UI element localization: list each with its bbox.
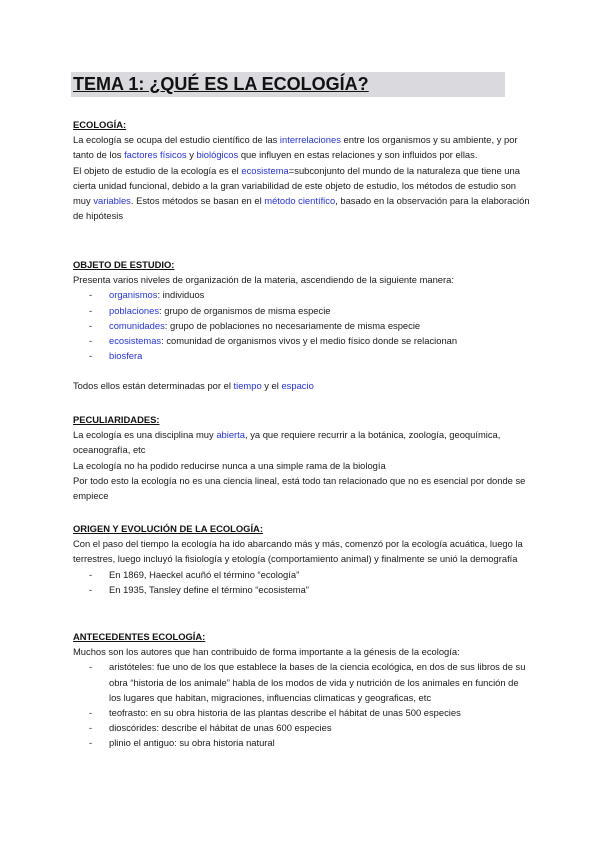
paragraph: Con el paso del tiempo la ecología ha ido abarcando más y más, comenzó por la ecología acuática, luego la terrestres, luego incluyó la fisiología y etología (comportamiento animal) y finalmente se unió la demografía [73,538,523,565]
text: dioscórides: describe el hábitat de unas 600 especies [109,722,332,734]
section-heading: OBJETO DE ESTUDIO: [73,259,175,270]
dash-marker: - [89,568,93,580]
dash-marker: - [89,722,93,734]
dash-marker: - [89,583,93,595]
page-title: TEMA 1: ¿QUÉ ES LA ECOLOGÍA? [71,72,505,97]
list-item [73,582,533,597]
text: , ya que requiere recurrir a la botánica, zoología, geoquímica, oceanografía, etc [73,429,501,456]
highlight-term: abierta [216,429,245,441]
paragraph [73,163,533,224]
highlight-term: comunidades [109,319,165,331]
paragraph [73,427,533,457]
highlight-term: organismos [109,289,158,301]
list-item [73,659,533,705]
highlight-term: espacio [281,380,314,392]
section-heading: ANTECEDENTES ECOLOGÍA: [73,631,206,642]
text: y [186,149,197,161]
dash-marker: - [89,661,93,673]
dash-marker: - [89,737,93,749]
list-item [73,333,533,348]
highlight-term: ecosistema [241,164,289,176]
highlight-term: poblaciones [109,304,160,316]
highlight-term: variables [93,195,131,207]
list [73,659,533,750]
dash-marker: - [89,304,93,316]
highlight-term: biológicos [196,149,239,161]
list-item [73,720,533,735]
paragraph [73,378,533,393]
highlight-term: biosfera [109,350,143,362]
dash-marker: - [89,319,93,331]
highlight-term: factores físicos [124,149,187,161]
list [73,287,533,363]
highlight-term: método científico [264,195,336,207]
section-origen [73,521,533,597]
list [73,567,533,597]
text: =subconjunto del mundo de la naturaleza que tiene una cierta unidad funcional, debido a la gran variabilidad de este objeto de estudio, los métodos de estudio son muy [73,164,520,207]
text: . Estos métodos se basan en el [130,195,265,207]
text: : grupo de organismos de misma especie [159,304,331,316]
text: y el [261,380,282,392]
highlight-term: interrelaciones [279,134,341,146]
text: teofrasto: en su obra historia de las plantas describe el hábitat de unas 500 especies [109,707,461,719]
text: entre los organismos y su ambiente, y por tanto de los [73,134,518,161]
text: Todos ellos están determinadas por el [73,380,234,392]
dash-marker: - [89,707,93,719]
dash-marker: - [89,335,93,347]
list-item [73,348,533,363]
section-peculiaridades [73,412,533,503]
text: : individuos [157,289,205,301]
text: que influyen en estas relaciones y son influidos por ellas. [238,149,478,161]
section-ecologia [73,117,533,223]
dash-marker: - [89,350,93,362]
section-heading: ORIGEN Y EVOLUCIÓN DE LA ECOLOGÍA: [73,523,263,534]
section-heading: ECOLOGÍA: [73,119,127,130]
list-item [73,567,533,582]
text: plinio el antiguo: su obra historia natural [109,737,275,749]
list-item [73,735,533,750]
paragraph [73,132,533,162]
section-objeto [73,257,533,394]
paragraph: La ecología no ha podido reducirse nunca a una simple rama de la biología [73,459,386,471]
text: En 1935, Tansley define el término “ecosistema” [109,583,309,595]
section-heading: PECULIARIDADES: [73,414,160,425]
list-item [73,705,533,720]
text: , basado en la observación para la elaboración de hipótesis [73,195,530,222]
text: aristóteles: fue uno de los que establece la bases de la ciencia ecológica, en dos de sus libros de su obra “historia de los animale” habla de los modos de vida y nutrición de los animales en función de los lugares que habitan, migraciones, influencias climaticas y geograficas, etc [109,661,526,703]
text: En 1869, Haeckel acuñó el término “ecología” [109,568,300,580]
paragraph: Presenta varios niveles de organización de la materia, ascendiendo de la siguiente manera: [73,274,454,286]
list-item [73,303,533,318]
highlight-term: tiempo [233,380,262,392]
text: La ecología es una disciplina muy [73,429,217,441]
list-item [73,287,533,302]
highlight-term: ecosistemas [109,335,162,347]
section-antecedentes [73,629,533,751]
text: El objeto de estudio de la ecología es el [73,164,242,176]
list-item [73,318,533,333]
paragraph: Muchos son los autores que han contribuido de forma importante a la génesis de la ecología: [73,646,460,658]
text: La ecología se ocupa del estudio científico de las [73,134,280,146]
text: : comunidad de organismos vivos y el medio físico donde se relacionan [161,335,458,347]
text: : grupo de poblaciones no necesariamente de misma especie [164,319,421,331]
paragraph: Por todo esto la ecología no es una ciencia lineal, está todo tan relacionado que no es esencial por donde se empiece [73,474,526,502]
dash-marker: - [89,289,93,301]
